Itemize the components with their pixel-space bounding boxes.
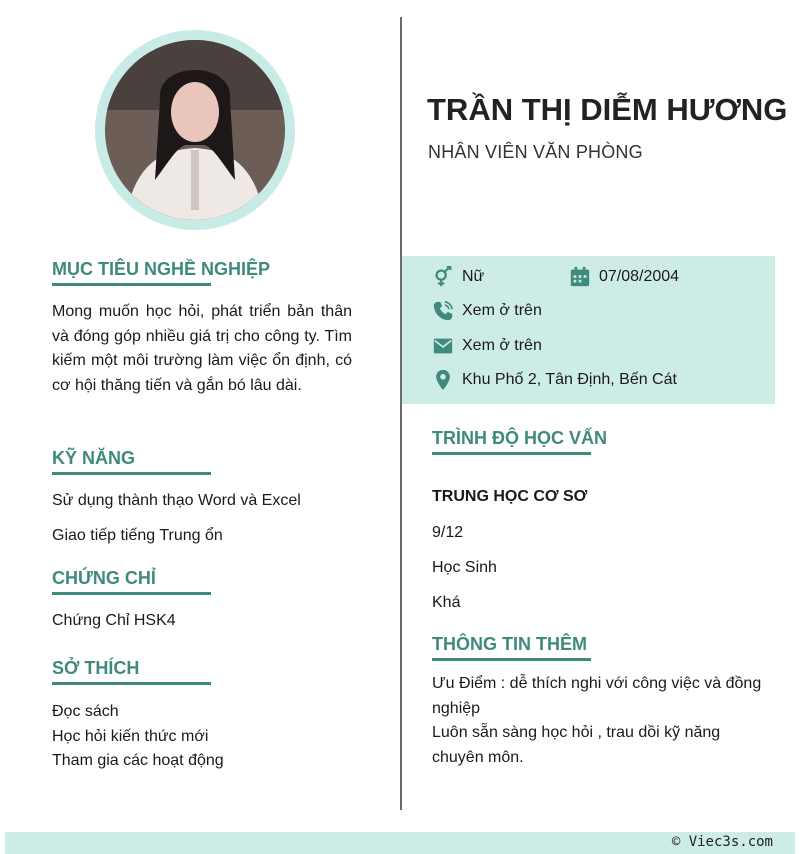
extra-info-line: Luôn sẵn sàng học hỏi , trau dồi kỹ năng chuyên môn.: [432, 724, 721, 766]
location-icon: [432, 369, 454, 391]
contact-phone: [432, 300, 542, 322]
section-rule: [52, 592, 211, 595]
avatar-photo: [105, 40, 285, 220]
gender-text: Nữ: [462, 268, 485, 285]
job-title: NHÂN VIÊN VĂN PHÒNG: [428, 142, 643, 162]
avatar: [105, 40, 285, 220]
section-title-hobbies: SỞ THÍCH: [52, 658, 140, 678]
calendar-icon: [569, 266, 591, 288]
contact-birthday: [569, 266, 679, 288]
section-rule: [432, 658, 591, 661]
contact-email: [432, 335, 542, 357]
avatar-frame: [95, 30, 295, 230]
section-title-extra-info: THÔNG TIN THÊM: [432, 634, 587, 654]
extra-info-line: Ưu Điểm : dễ thích nghi với công việc và đồng nghiệp: [432, 675, 762, 717]
phone-text: Xem ở trên: [462, 302, 542, 319]
section-title-certificates: CHỨNG CHỈ: [52, 568, 156, 588]
section-rule: [52, 472, 211, 475]
footer-credit: © Viec3s.com: [671, 834, 773, 850]
education-role: Học Sinh: [432, 559, 497, 576]
email-text: Xem ở trên: [462, 337, 542, 354]
career-goal-text: Mong muốn học hỏi, phát triển bản thân và đóng góp nhiều giá trị cho công ty. Tìm kiếm một môi trường làm việc ổn định, có cơ hội thăng tiến và gắn bó lâu dài.: [52, 303, 352, 394]
education-grade: 9/12: [432, 524, 464, 541]
education-rank: Khá: [432, 594, 461, 611]
certificate-item: Chứng Chỉ HSK4: [52, 612, 176, 629]
section-title-education: TRÌNH ĐỘ HỌC VẤN: [432, 428, 607, 448]
skill-item: Giao tiếp tiếng Trung ổn: [52, 527, 223, 544]
hobby-item: Tham gia các hoạt động: [52, 752, 224, 769]
phone-icon: [432, 300, 454, 322]
section-rule: [52, 682, 211, 685]
section-rule: [52, 283, 211, 286]
column-divider: [400, 17, 402, 810]
footer-bar: [5, 832, 795, 854]
gender-icon: [432, 266, 454, 288]
skill-item: Sử dụng thành thạo Word và Excel: [52, 492, 301, 509]
contact-gender: [432, 266, 484, 288]
contact-address: [432, 369, 677, 391]
hobby-item: Học hỏi kiến thức mới: [52, 728, 209, 745]
address-text: Khu Phố 2, Tân Định, Bến Cát: [462, 371, 677, 388]
email-icon: [432, 335, 454, 357]
hobby-item: Đọc sách: [52, 703, 119, 720]
birthday-text: 07/08/2004: [599, 268, 680, 285]
section-title-skills: KỸ NĂNG: [52, 448, 136, 468]
candidate-name: TRẦN THỊ DIỄM HƯƠNG: [427, 92, 788, 127]
education-school: TRUNG HỌC CƠ SƠ: [432, 488, 588, 505]
section-title-career-goal: MỤC TIÊU NGHỀ NGHIỆP: [52, 259, 271, 279]
section-rule: [432, 452, 591, 455]
extra-info-text: [432, 672, 762, 770]
